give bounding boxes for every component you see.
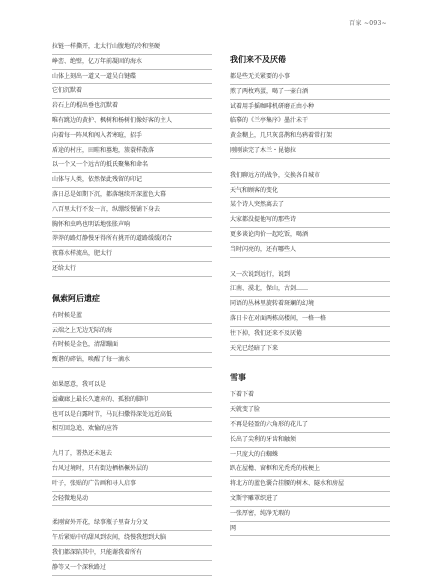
poem-line: 云端之上无边无际的海: [52, 324, 212, 339]
poem-line: 更多谈论肉价一起吃饭，喝酒: [230, 228, 390, 243]
poem-line: 益藏廊上最长久遗弃的、孤独的脚印: [52, 393, 212, 408]
poem-line: 我们聊远方的战争，交换各自城市: [230, 169, 390, 184]
left-column: [52, 40, 212, 576]
poem-line: 趴在屋檐、窗框和光秃秃的枝梗上: [230, 462, 390, 477]
poem-line: 台风过境时，只有街边栖梧橛外层的: [52, 462, 212, 477]
poem-line: 它们沉默着: [52, 84, 212, 99]
poem-line: 有时候是蓝: [52, 309, 212, 324]
poem-line: 黄金糊上，几只灰喜鹊和鸟鸦着常打架: [230, 129, 390, 144]
right-column: [230, 40, 390, 536]
poem-line: 又一次说到远行，说到: [230, 268, 390, 283]
poem-pessoa: [52, 291, 212, 576]
poem-line: 江南、漠北，保山，古剑……: [230, 282, 390, 297]
poem-not-tired: [230, 52, 390, 356]
poem-line: 某个诗人突然离去了: [230, 198, 390, 213]
poem-line: 峥峦、绝壁，亿万年前凝固的海水: [52, 55, 212, 70]
poem-line: 长出了尖利的牙齿和触须: [230, 433, 390, 448]
poem-line: 一张厚密，纯净无瑕的: [230, 507, 390, 522]
poem-line: 甄谐的碎钻，唤醒了每一滴水: [52, 353, 212, 368]
poem-line: 同语的丛林里旋转着斑斓的幻境: [230, 297, 390, 312]
poem-line: 网: [230, 522, 390, 537]
poem-line: 还给太行: [52, 262, 212, 277]
poem-line: 天气和顾客的变化: [230, 184, 390, 199]
poem-line: 文斯宇雕罩织进了: [230, 492, 390, 507]
poem-line: 刚刚读完了木兰・昆德拉: [230, 144, 390, 159]
poem-line: 以一个又一个远古的抵氏聚集和命名: [52, 158, 212, 173]
poem-line: 有时候是金色，清甜蹦面: [52, 338, 212, 353]
poem-line: 煎了两枚鸡蛋，喝了一壶白酒: [230, 85, 390, 100]
poem-line: 天就变了脸: [230, 403, 390, 418]
poem-line: 落日卡在对面两栋高楼间，一格一格: [230, 312, 390, 327]
poem-line: 不再是轻盈的六角形的花儿了: [230, 418, 390, 433]
poem-line: 也可以是白露时节，马瓦扫撒得深处远近高低: [52, 408, 212, 423]
poem-title: 佩索阿后遗症: [52, 292, 100, 303]
poem-line: 九月了，署热还未退去: [52, 447, 212, 462]
poem-line: 莽莽的路灯静慢牙得所有挑开的道路缓缓闭合: [52, 232, 212, 247]
poem-taihang: [52, 40, 212, 277]
poem-line: 唯有跳边的黄护、枫树和杨树们像好客的主人: [52, 114, 212, 129]
poem-line: 盾途的村庄，田畦和墓地，簇蓑样散落: [52, 144, 212, 159]
poem-line: 如果愿意，我可以是: [52, 378, 212, 393]
poem-line: 胸怀和虫鸣也明话地张胀声响: [52, 218, 212, 233]
poem-line: 下着下着: [230, 388, 390, 403]
poem-line: 静等又一个深秋路过: [52, 561, 212, 576]
page-header: 百家 ~093~: [349, 20, 387, 27]
poem-line: 柔刚窗外开花，绿事瓶子里奋力分叉: [52, 516, 212, 531]
poem-line: 向着每一阵风和闯入者寒暄，招手: [52, 129, 212, 144]
poem-line: 相互回急追、欢愉的应答: [52, 422, 212, 437]
poem-line: 岩石上的棍出垂也沉默着: [52, 99, 212, 114]
poem-line: 拉链一样撕开，北太行山腹地的冷和坚硬: [52, 40, 212, 55]
poem-line: 往下掉，我们还来不及厌倦: [230, 327, 390, 342]
poem-line: 大家都没提他写的那些诗: [230, 213, 390, 228]
poem-line: 试着用手摇咖啡机研磨正由小种: [230, 100, 390, 115]
poem-line: 落日总是如期下沉，都落继续开深蓝色大幕: [52, 188, 212, 203]
poem-line: 午后紧贴中的甜风到农间，绕慢我想到大脑: [52, 531, 212, 546]
poem-line: 山体上刻出一道又一道吴白键碟: [52, 70, 212, 85]
poem-line: 一只庞大的白蜘蛛: [230, 448, 390, 463]
poem-line: 将北方的蓝色囊合挂腰的树木、隧水和房屋: [230, 477, 390, 492]
poem-line: 都是些无关紧要的小事: [230, 70, 390, 85]
poem-line: 会轻微地晃动: [52, 492, 212, 507]
poem-snow: [230, 370, 390, 536]
poem-line: 天光已经暗了下来: [230, 342, 390, 357]
poem-title: 我们来不及厌倦: [230, 54, 286, 64]
poem-line: 当时闪亮的，还有哪些人: [230, 243, 390, 258]
poem-line: 山体与人类，依然保此残留的印记: [52, 173, 212, 188]
poem-line: 夜幕水样流出，肥太行: [52, 247, 212, 262]
poem-line: 叶子，张贴的广告画和寻人启事: [52, 477, 212, 492]
poem-line: 我们都深陷其中，只能谢我着所有: [52, 546, 212, 561]
poem-title: 雪事: [230, 372, 246, 383]
poem-line: 八百里太行不发一言，纵绷绥慢铺下身去: [52, 203, 212, 218]
poem-line: 临摹的《兰亭集序》墨汁未干: [230, 114, 390, 129]
